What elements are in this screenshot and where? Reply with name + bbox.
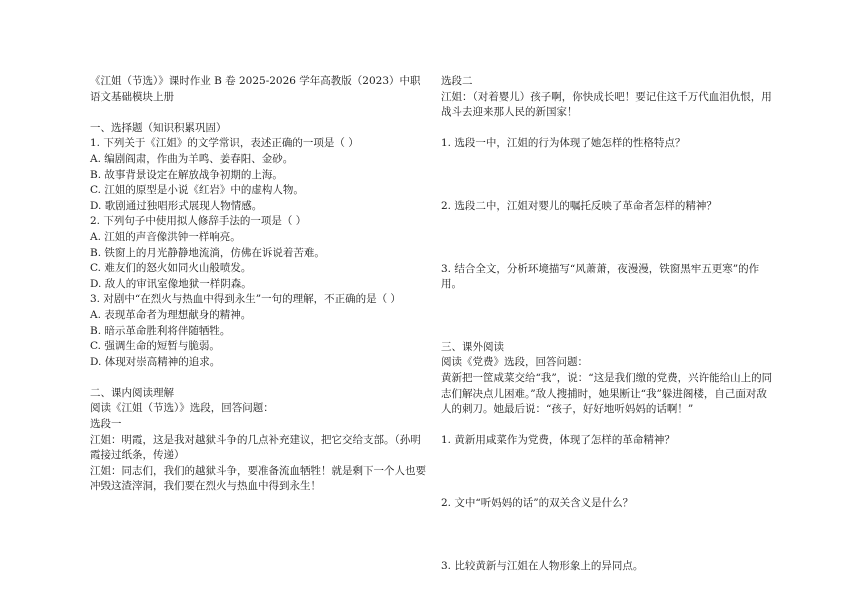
section3-heading: 三、课外阅读 [441,340,504,353]
left-column [90,74,430,495]
excerpt-2-title: 选段二 [441,75,473,87]
question-2-stem: 2. 下列句子中使用拟人修辞手法的一项是（ ） [90,215,307,228]
question-1-option-a: A. 编剧阎肃，作曲为羊鸣、姜春阳、金砂。 [90,152,294,165]
question-2-option-b: B. 铁窗上的月光静静地流淌，仿佛在诉说着苦难。 [90,246,325,259]
document-title: 《江姐（节选）》课时作业 B 卷 2025-2026 学年高教版（2023）中职 [90,75,421,87]
question-3-option-d: D. 体现对崇高精神的追求。 [90,355,221,368]
section1-heading: 一、选择题（知识积累巩固） [90,121,227,134]
excerpt-1-title: 选段一 [90,418,122,431]
question-2-option-c: C. 难友们的怒火如同火山般喷发。 [90,262,252,275]
section2-intro: 阅读《江姐（节选）》选段，回答问题： [90,402,274,415]
question-2-option-a: A. 江姐的声音像洪钟一样响亮。 [90,230,241,243]
section2-heading: 二、课内阅读理解 [90,386,174,399]
question-2-option-d: D. 敌人的审讯室像地狱一样阴森。 [90,277,252,290]
right-column [441,74,776,574]
excerpt-2-paragraph: 江姐：（对着婴儿）孩子啊，你快成长吧！要记住这千万代血泪仇恨，用战斗去迎来那人民的新国家！ [441,90,772,119]
section3-passage: 黄新把一筐咸菜交给“我”，说：“这是我们缴的党费，兴许能给山上的同志们解决点儿困难。”敌人搜捕时，她果断让“我”躲进阁楼，自己面对敌人的刺刀。她最后说：“孩子，好好地听妈妈的话啊！” [441,371,773,416]
question-3-stem: 3. 对剧中“在烈火与热血中得到永生”一句的理解，不正确的是（ ） [90,293,401,306]
question-3-option-c: C. 强调生命的短暂与脆弱。 [90,340,220,353]
reading-question-3: 3. 结合全文，分析环境描写“风萧萧，夜漫漫，铁窗黑牢五更寒”的作用。 [441,262,760,291]
extra-question-3: 3. 比较黄新与江姐在人物形象上的异同点。 [441,559,644,572]
document-subtitle: 语文基础模块上册 [90,90,174,103]
question-3-option-b: B. 暗示革命胜利将伴随牺牲。 [90,324,231,337]
section3-intro: 阅读《党费》选段，回答问题： [441,356,588,369]
excerpt-1-paragraph-2: 江姐：同志们，我们的越狱斗争，要准备流血牺牲！就是剩下一个人也要冲毁这渣滓洞，我们要在烈火与热血中得到永生！ [90,464,426,493]
question-1-option-d: D. 歌剧通过独唱形式展现人物情感。 [90,199,263,212]
question-1-option-b: B. 故事背景设定在解放战争初期的上海。 [90,168,283,181]
question-1-stem: 1. 下列关于《江姐》的文学常识，表述正确的一项是（ ） [90,137,359,150]
question-1-option-c: C. 江姐的原型是小说《红岩》中的虚构人物。 [90,184,304,197]
reading-question-2: 2. 选段二中，江姐对婴儿的嘱托反映了革命者怎样的精神？ [441,199,717,212]
extra-question-2: 2. 文中“听妈妈的话”的双关含义是什么？ [441,496,634,509]
excerpt-1-paragraph-1: 江姐：明霞，这是我对越狱斗争的几点补充建议，把它交给支部。（孙明霞接过纸条，传递） [90,433,421,462]
extra-question-1: 1. 黄新用咸菜作为党费，体现了怎样的革命精神？ [441,434,675,447]
reading-question-1: 1. 选段一中，江姐的行为体现了她怎样的性格特点？ [441,137,686,150]
question-3-option-a: A. 表现革命者为理想献身的精神。 [90,308,252,321]
